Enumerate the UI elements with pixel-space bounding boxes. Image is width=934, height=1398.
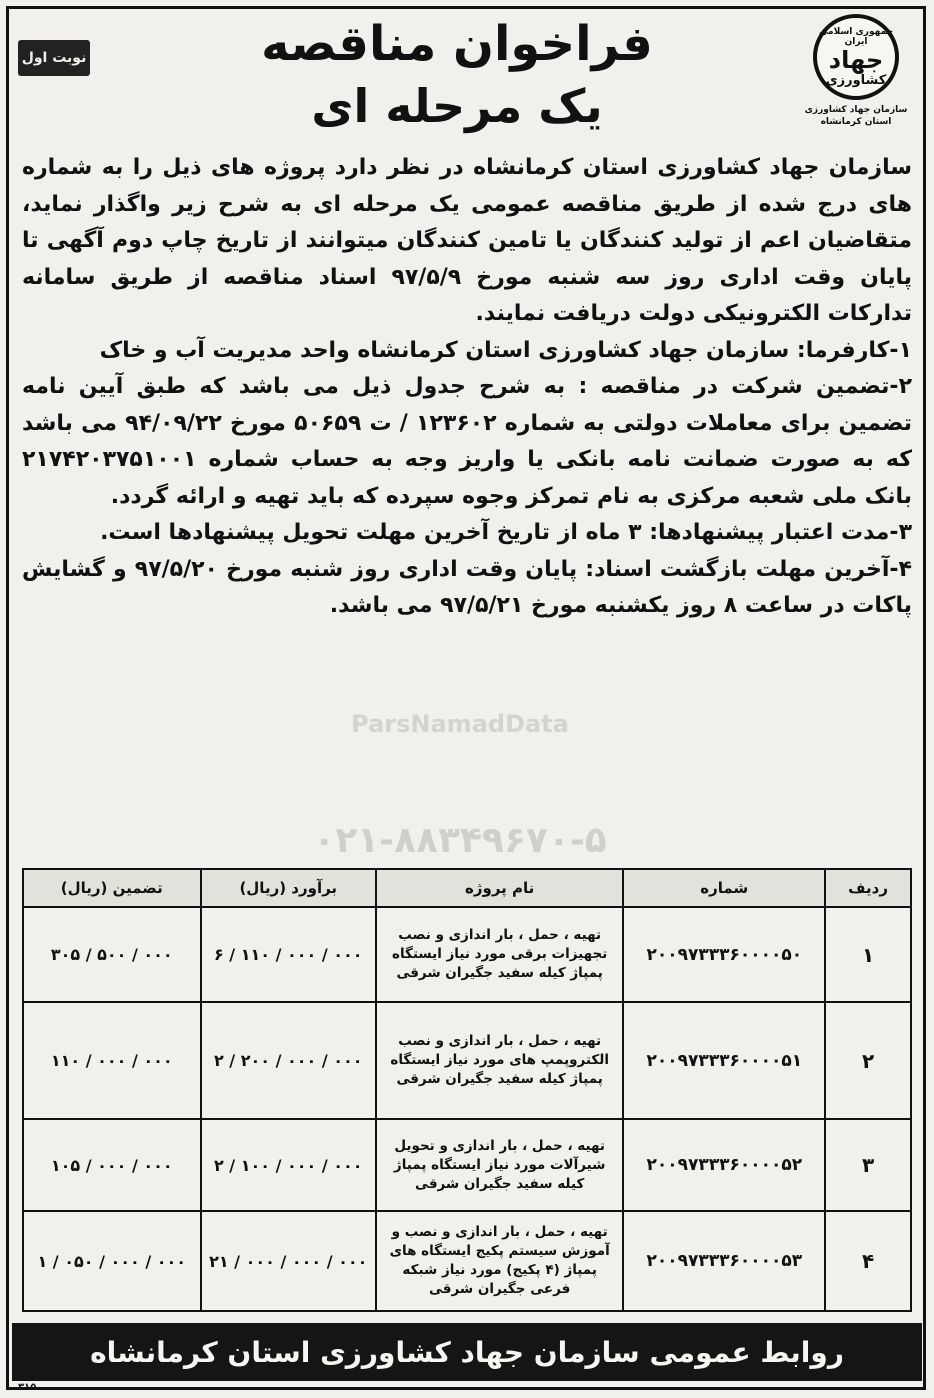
- guarantee-value: ۱۰۵ / ۰۰۰ / ۰۰۰: [23, 1119, 201, 1211]
- estimate-value: ۲۱ / ۰۰۰ / ۰۰۰ / ۰۰۰: [201, 1211, 376, 1311]
- item-1: ۱-کارفرما: سازمان جهاد کشاورزی استان کرمانشاه واحد مدیریت آب و خاک: [99, 337, 912, 363]
- footer-banner: روابط عمومی سازمان جهاد کشاورزی استان کرمانشاه: [12, 1323, 922, 1381]
- header-estimate: برآورد (ریال): [201, 869, 376, 907]
- guarantee-value: ۱ / ۰۵۰ / ۰۰۰ / ۰۰۰: [23, 1211, 201, 1311]
- header-number: شماره: [623, 869, 825, 907]
- table-header-row: [23, 869, 911, 907]
- projects-table: [22, 868, 912, 1312]
- titles: [130, 12, 784, 136]
- ad-code: ۳۱۵: [18, 1382, 37, 1393]
- row-index: ۲: [825, 1002, 911, 1119]
- item-3: ۳-مدت اعتبار پیشنهادها: ۳ ماه از تاریخ آخرین مهلت تحویل پیشنهادها است.: [100, 520, 912, 545]
- title-line-2: یک مرحله ای: [311, 79, 603, 133]
- guarantee-value: ۱۱۰ / ۰۰۰ / ۰۰۰: [23, 1002, 201, 1119]
- project-name: تهیه ، حمل ، بار اندازی و نصب و آموزش سیستم پکیج ایستگاه های پمپاژ (۴ پکیج) مورد نیاز شبکه فرعی جگیران شرقی: [376, 1211, 623, 1311]
- edition-badge: نوبت اول: [18, 40, 90, 76]
- row-index: ۱: [825, 907, 911, 1002]
- row-index: ۴: [825, 1211, 911, 1311]
- project-name: تهیه ، حمل ، بار اندازی و تحویل شیرآلات مورد نیاز ایستگاه پمپاژ کیله سفید جگیران شرقی: [376, 1119, 623, 1211]
- estimate-value: ۶ / ۱۱۰ / ۰۰۰ / ۰۰۰: [201, 907, 376, 1002]
- logo-caption-1: سازمان جهاد کشاورزی: [804, 105, 908, 115]
- item-2: ۲-تضمین شرکت در مناقصه : به شرح جدول ذیل می باشد که طبق آیین نامه تضمین برای معاملات دولتی به شماره ۱۲۳۶۰۲ / ت ۵۰۶۵۹ مورخ ۹۴/۰۹/۲۲ می باشد که به صورت ضمانت نامه بانکی یا واریز وجه به حساب شماره ۲۱۷۴۲۰۳۷۵۱۰۰۱ بانک ملی شعبه مرکزی به نام تمرکز وجوه سپرده که باید تهیه و ارائه گردد.: [22, 374, 913, 509]
- tender-number: ۲۰۰۹۷۳۳۳۶۰۰۰۰۵۱: [623, 1002, 825, 1119]
- logo-sub-text: کشاورزی: [825, 72, 887, 88]
- logo-main-text: جهاد: [828, 45, 884, 74]
- logo-emblem: [813, 14, 899, 100]
- table-row: [23, 1211, 911, 1311]
- logo-caption-2: استان کرمانشاه: [820, 117, 892, 127]
- logo: [796, 14, 916, 144]
- estimate-value: ۲ / ۱۰۰ / ۰۰۰ / ۰۰۰: [201, 1119, 376, 1211]
- header-guarantee: تضمین (ریال): [23, 869, 201, 907]
- guarantee-value: ۳۰۵ / ۵۰۰ / ۰۰۰: [23, 907, 201, 1002]
- tender-number: ۲۰۰۹۷۳۳۳۶۰۰۰۰۵۰: [623, 907, 825, 1002]
- project-name: تهیه ، حمل ، بار اندازی و نصب تجهیزات برقی مورد نیاز ایستگاه پمپاژ کیله سفید جگیران شرقی: [376, 907, 623, 1002]
- intro-paragraph: سازمان جهاد کشاورزی استان کرمانشاه در نظر دارد پروژه های ذیل را به شماره های درج شده از طریق مناقصه عمومی یک مرحله ای به شرح زیر واگذار نماید، متقاضیان اعم از تولید کنندگان یا تامین کنندگان میتوانند از تاریخ چاپ دوم آگهی تا پایان وقت اداری روز سه شنبه مورخ ۹۷/۵/۹ اسناد مناقصه از طریق سامانه تدارکات الکترونیکی دولت دریافت نمایند.: [22, 155, 912, 326]
- tender-number: ۲۰۰۹۷۳۳۳۶۰۰۰۰۵۳: [623, 1211, 825, 1311]
- body-text: [22, 150, 912, 625]
- item-4: ۴-آخرین مهلت بازگشت اسناد: پایان وقت اداری روز شنبه مورخ ۹۷/۵/۲۰ و گشایش پاکات در ساعت ۸ روز یکشنبه مورخ ۹۷/۵/۲۱ می باشد.: [22, 556, 912, 618]
- watermark-site: ParsNamadData: [351, 710, 569, 738]
- logo-top-text: جمهوری اسلامی ایران: [818, 26, 894, 47]
- tender-number: ۲۰۰۹۷۳۳۳۶۰۰۰۰۵۲: [623, 1119, 825, 1211]
- project-name: تهیه ، حمل ، بار اندازی و نصب الکتروپمپ های مورد نیاز ایستگاه پمپاژ کیله سفید جگیران شرقی: [376, 1002, 623, 1119]
- title-line-1: فراخوان مناقصه: [261, 16, 653, 72]
- row-index: ۳: [825, 1119, 911, 1211]
- header: [10, 10, 924, 148]
- header-row: ردیف: [825, 869, 911, 907]
- table-row: [23, 1119, 911, 1211]
- watermark-phone: ۰۲۱-۸۸۳۴۹۶۷۰-۵: [313, 820, 607, 861]
- table-row: [23, 907, 911, 1002]
- estimate-value: ۲ / ۲۰۰ / ۰۰۰ / ۰۰۰: [201, 1002, 376, 1119]
- table-row: [23, 1002, 911, 1119]
- header-project: نام پروژه: [376, 869, 623, 907]
